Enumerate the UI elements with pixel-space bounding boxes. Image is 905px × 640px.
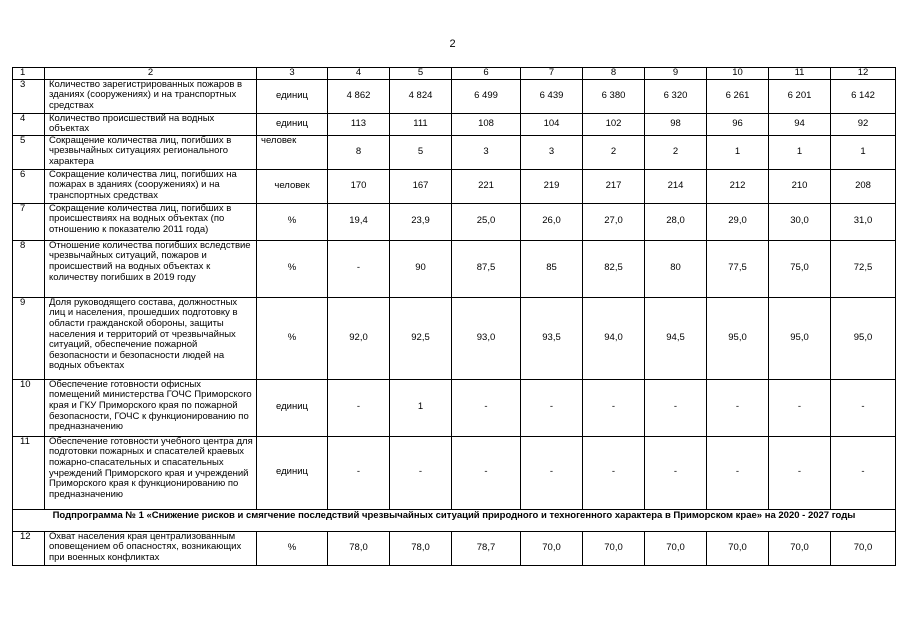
value-cell: 92,0 <box>328 297 390 379</box>
value-cell: 28,0 <box>645 203 707 240</box>
value-cell: 8 <box>328 135 390 169</box>
value-cell: 19,4 <box>328 203 390 240</box>
value-cell: 113 <box>328 113 390 135</box>
unit-cell: % <box>257 297 328 379</box>
table-row <box>13 436 896 509</box>
indicator-name: Сокращение количества лиц, погибших в происшествиях на водных объектах (по отношению к показателю 2011 года) <box>45 203 257 240</box>
value-cell: 70,0 <box>521 531 583 565</box>
value-cell: 80 <box>645 240 707 297</box>
table-row <box>13 169 896 203</box>
header-cell: 8 <box>583 68 645 80</box>
row-number: 5 <box>13 135 45 169</box>
value-cell: 111 <box>390 113 452 135</box>
row-number: 9 <box>13 297 45 379</box>
row-number: 4 <box>13 113 45 135</box>
value-cell: 85 <box>521 240 583 297</box>
indicator-name: Обеспечение готовности учебного центра для подготовки пожарных и спасателей краевых пожарно-спасательных и спасательных учреждений Приморского края и учреждений Приморского края к функционированию по предназначению <box>45 436 257 509</box>
value-cell: - <box>707 436 769 509</box>
value-cell: 170 <box>328 169 390 203</box>
unit-cell: единиц <box>257 379 328 436</box>
unit-cell: человек <box>257 169 328 203</box>
header-cell: 12 <box>831 68 896 80</box>
value-cell: 98 <box>645 113 707 135</box>
row-number: 6 <box>13 169 45 203</box>
header-cell: 2 <box>45 68 257 80</box>
value-cell: - <box>328 436 390 509</box>
value-cell: 94,0 <box>583 297 645 379</box>
table-row <box>13 240 896 297</box>
value-cell: - <box>645 436 707 509</box>
row-number: 3 <box>13 79 45 113</box>
page-number: 2 <box>449 38 456 50</box>
table-row <box>13 531 896 565</box>
indicator-name: Количество происшествий на водных объектах <box>45 113 257 135</box>
value-cell: 212 <box>707 169 769 203</box>
header-cell: 7 <box>521 68 583 80</box>
table-row <box>13 379 896 436</box>
row-number: 10 <box>13 379 45 436</box>
value-cell: 5 <box>390 135 452 169</box>
value-cell: 26,0 <box>521 203 583 240</box>
value-cell: 23,9 <box>390 203 452 240</box>
row-number: 12 <box>13 531 45 565</box>
value-cell: 214 <box>645 169 707 203</box>
value-cell: 70,0 <box>831 531 896 565</box>
value-cell: 94,5 <box>645 297 707 379</box>
indicator-name: Отношение количества погибших вследствие чрезвычайных ситуаций, пожаров и происшествий на водных объектах к количеству погибших в 2019 году <box>45 240 257 297</box>
value-cell: - <box>769 436 831 509</box>
unit-cell: единиц <box>257 113 328 135</box>
value-cell: 1 <box>707 135 769 169</box>
value-cell: 104 <box>521 113 583 135</box>
value-cell: 31,0 <box>831 203 896 240</box>
value-cell: 95,0 <box>769 297 831 379</box>
indicator-name: Сокращение количества лиц, погибших на пожарах в зданиях (сооружениях) и на транспортных средствах <box>45 169 257 203</box>
header-cell: 5 <box>390 68 452 80</box>
value-cell: 6 261 <box>707 79 769 113</box>
value-cell: - <box>583 379 645 436</box>
header-cell: 6 <box>452 68 521 80</box>
value-cell: 77,5 <box>707 240 769 297</box>
header-cell: 4 <box>328 68 390 80</box>
subprogram-title: Подпрограмма № 1 «Снижение рисков и смягчение последствий чрезвычайных ситуаций природного и техногенного характера в Приморском крае» на 2020 - 2027 годы <box>13 509 896 531</box>
value-cell: 210 <box>769 169 831 203</box>
value-cell: 217 <box>583 169 645 203</box>
indicator-name: Охват населения края централизованным оповещением об опасностях, возникающих при военных конфликтах <box>45 531 257 565</box>
value-cell: 1 <box>390 379 452 436</box>
unit-cell: % <box>257 531 328 565</box>
unit-cell: единиц <box>257 436 328 509</box>
value-cell: - <box>452 436 521 509</box>
value-cell: 25,0 <box>452 203 521 240</box>
header-cell: 9 <box>645 68 707 80</box>
value-cell: 221 <box>452 169 521 203</box>
value-cell: 167 <box>390 169 452 203</box>
indicator-name: Количество зарегистрированных пожаров в зданиях (сооружениях) и на транспортных средствах <box>45 79 257 113</box>
value-cell: 96 <box>707 113 769 135</box>
unit-cell: человек <box>257 135 328 169</box>
value-cell: 93,0 <box>452 297 521 379</box>
unit-cell: % <box>257 203 328 240</box>
value-cell: - <box>769 379 831 436</box>
header-cell: 3 <box>257 68 328 80</box>
value-cell: 4 862 <box>328 79 390 113</box>
indicator-name: Доля руководящего состава, должностных лиц и населения, прошедших подготовку в области гражданской обороны, защиты населения и территорий от чрезвычайных ситуаций, обеспечение пожарной безопасности и безопасности людей на водных объектах <box>45 297 257 379</box>
value-cell: 70,0 <box>707 531 769 565</box>
value-cell: 3 <box>452 135 521 169</box>
value-cell: 72,5 <box>831 240 896 297</box>
value-cell: 78,0 <box>390 531 452 565</box>
value-cell: 2 <box>583 135 645 169</box>
value-cell: 92 <box>831 113 896 135</box>
value-cell: 3 <box>521 135 583 169</box>
value-cell: 95,0 <box>831 297 896 379</box>
value-cell: - <box>645 379 707 436</box>
indicator-table <box>12 67 896 566</box>
value-cell: 29,0 <box>707 203 769 240</box>
value-cell: 108 <box>452 113 521 135</box>
value-cell: - <box>390 436 452 509</box>
value-cell: 94 <box>769 113 831 135</box>
value-cell: 6 439 <box>521 79 583 113</box>
value-cell: 6 201 <box>769 79 831 113</box>
value-cell: 2 <box>645 135 707 169</box>
value-cell: 4 824 <box>390 79 452 113</box>
value-cell: 90 <box>390 240 452 297</box>
value-cell: 1 <box>831 135 896 169</box>
value-cell: - <box>521 379 583 436</box>
header-row <box>13 68 896 80</box>
table-row <box>13 297 896 379</box>
value-cell: 92,5 <box>390 297 452 379</box>
value-cell: - <box>328 379 390 436</box>
value-cell: 27,0 <box>583 203 645 240</box>
indicator-name: Сокращение количества лиц, погибших в чрезвычайных ситуациях регионального характера <box>45 135 257 169</box>
header-cell: 1 <box>13 68 45 80</box>
value-cell: 70,0 <box>645 531 707 565</box>
table-row <box>13 203 896 240</box>
row-number: 8 <box>13 240 45 297</box>
subprogram-row <box>13 509 896 531</box>
value-cell: 87,5 <box>452 240 521 297</box>
value-cell: 82,5 <box>583 240 645 297</box>
row-number: 11 <box>13 436 45 509</box>
row-number: 7 <box>13 203 45 240</box>
unit-cell: % <box>257 240 328 297</box>
unit-cell: единиц <box>257 79 328 113</box>
value-cell: - <box>831 436 896 509</box>
value-cell: 102 <box>583 113 645 135</box>
value-cell: 6 499 <box>452 79 521 113</box>
value-cell: 95,0 <box>707 297 769 379</box>
value-cell: 93,5 <box>521 297 583 379</box>
value-cell: 219 <box>521 169 583 203</box>
table-row <box>13 113 896 135</box>
value-cell: 6 320 <box>645 79 707 113</box>
value-cell: 78,0 <box>328 531 390 565</box>
value-cell: - <box>707 379 769 436</box>
value-cell: - <box>452 379 521 436</box>
value-cell: - <box>521 436 583 509</box>
value-cell: 75,0 <box>769 240 831 297</box>
header-cell: 11 <box>769 68 831 80</box>
value-cell: 78,7 <box>452 531 521 565</box>
value-cell: - <box>328 240 390 297</box>
table-row <box>13 135 896 169</box>
value-cell: 208 <box>831 169 896 203</box>
value-cell: 70,0 <box>769 531 831 565</box>
value-cell: 6 142 <box>831 79 896 113</box>
value-cell: 1 <box>769 135 831 169</box>
value-cell: 6 380 <box>583 79 645 113</box>
header-cell: 10 <box>707 68 769 80</box>
value-cell: 70,0 <box>583 531 645 565</box>
value-cell: - <box>583 436 645 509</box>
value-cell: 30,0 <box>769 203 831 240</box>
value-cell: - <box>831 379 896 436</box>
indicator-name: Обеспечение готовности офисных помещений министерства ГОЧС Приморского края и ГКУ Приморского края по пожарной безопасности, ГОЧС к функционированию по предназначению <box>45 379 257 436</box>
table-row <box>13 79 896 113</box>
